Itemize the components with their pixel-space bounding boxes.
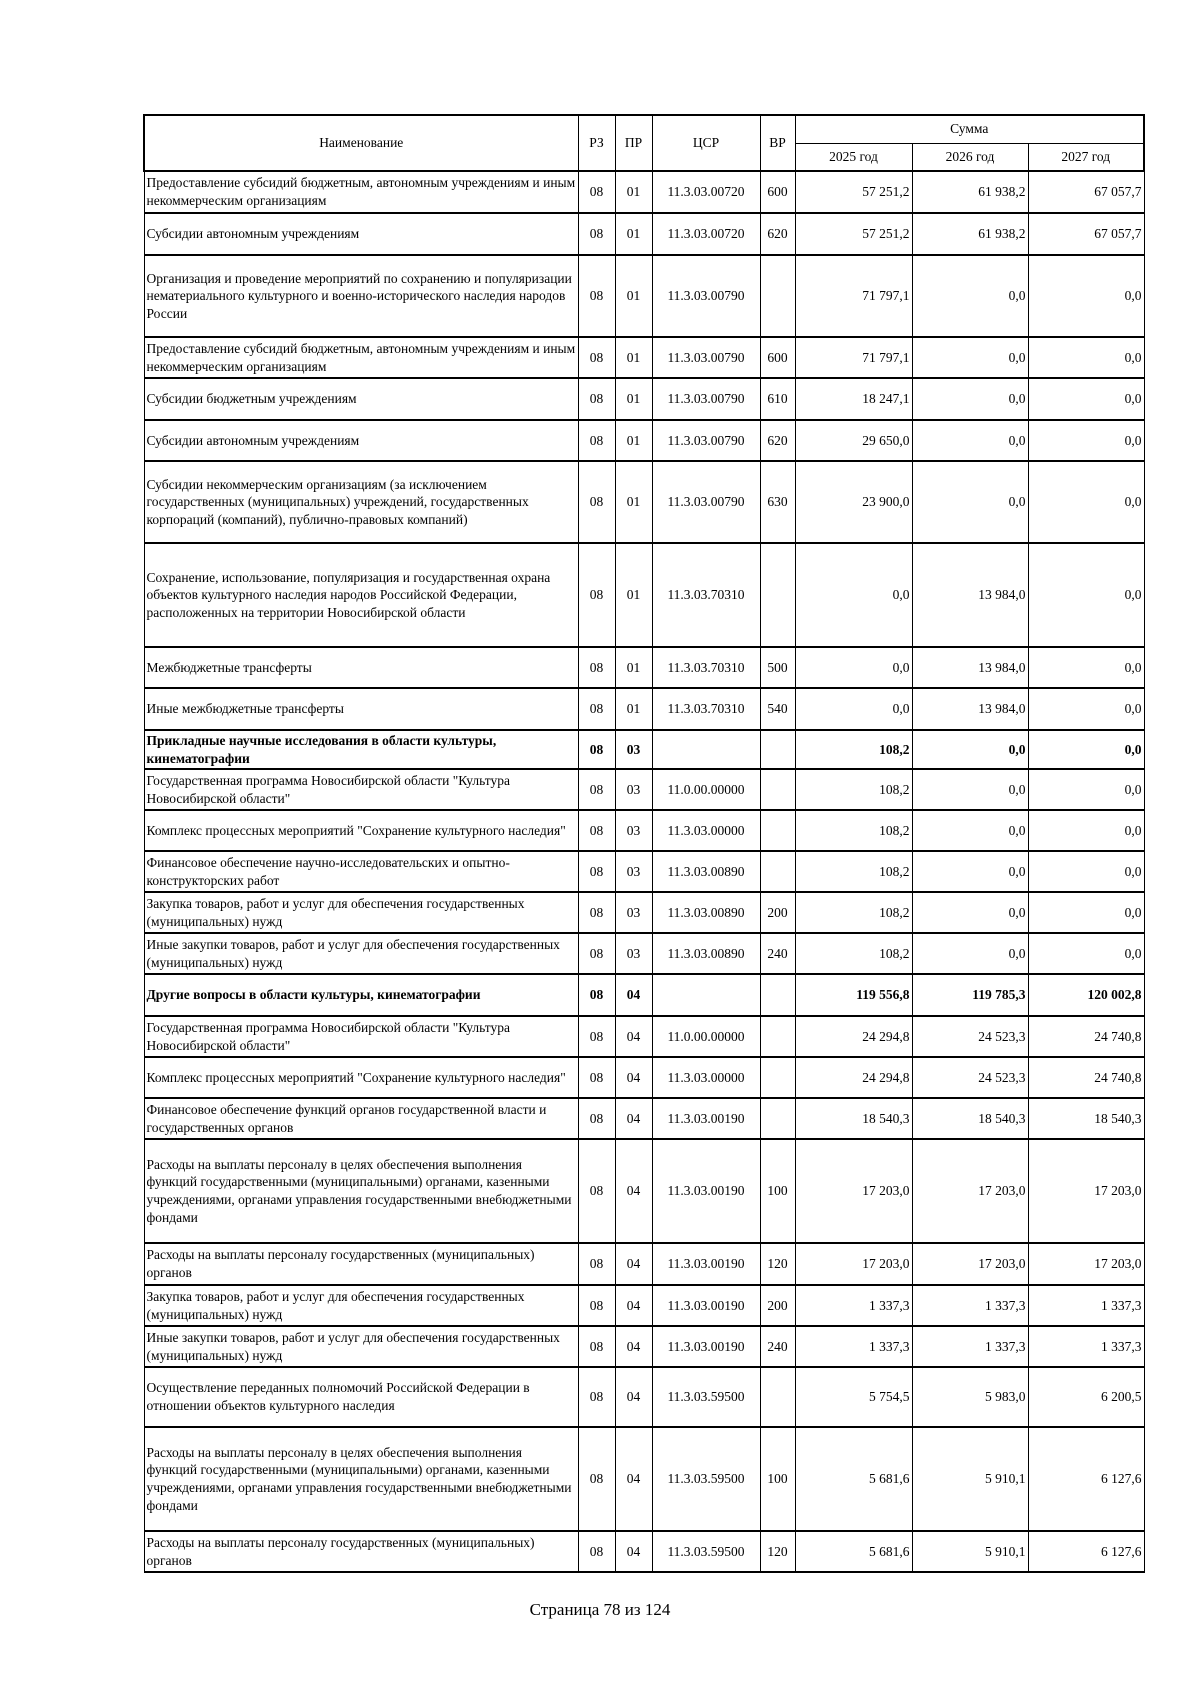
row-csr: 11.3.03.70310 xyxy=(652,543,760,647)
row-pr: 01 xyxy=(615,461,652,543)
row-sum-2025: 17 203,0 xyxy=(795,1243,912,1285)
row-rz: 08 xyxy=(578,1367,615,1427)
row-rz: 08 xyxy=(578,1098,615,1139)
row-rz: 08 xyxy=(578,1243,615,1285)
row-csr: 11.3.03.00890 xyxy=(652,851,760,892)
row-sum-2025: 0,0 xyxy=(795,688,912,730)
row-rz: 08 xyxy=(578,892,615,933)
row-name: Иные закупки товаров, работ и услуг для обеспечения государственных (муниципальных) нужд xyxy=(144,933,578,974)
column-header-rz: РЗ xyxy=(578,115,615,171)
row-rz: 08 xyxy=(578,420,615,461)
row-vr: 620 xyxy=(760,420,795,461)
table-row xyxy=(144,769,1144,810)
row-sum-2026: 61 938,2 xyxy=(912,171,1028,213)
row-rz: 08 xyxy=(578,647,615,688)
row-sum-2026: 119 785,3 xyxy=(912,974,1028,1016)
table-row xyxy=(144,543,1144,647)
table-row xyxy=(144,1531,1144,1572)
row-vr: 100 xyxy=(760,1427,795,1531)
row-csr: 11.3.03.00790 xyxy=(652,420,760,461)
row-sum-2026: 0,0 xyxy=(912,255,1028,337)
row-sum-2027: 17 203,0 xyxy=(1028,1139,1144,1243)
row-rz: 08 xyxy=(578,851,615,892)
table-row xyxy=(144,420,1144,461)
row-sum-2026: 0,0 xyxy=(912,892,1028,933)
table-row xyxy=(144,1016,1144,1057)
row-sum-2027: 0,0 xyxy=(1028,420,1144,461)
row-name: Субсидии некоммерческим организациям (за исключением государственных (муниципальных) учреждений, государственных корпораций (компаний), публично-правовых компаний) xyxy=(144,461,578,543)
table-row xyxy=(144,688,1144,730)
row-sum-2025: 71 797,1 xyxy=(795,255,912,337)
row-csr: 11.3.03.00190 xyxy=(652,1139,760,1243)
row-name: Прикладные научные исследования в области культуры, кинематографии xyxy=(144,730,578,769)
row-sum-2026: 61 938,2 xyxy=(912,213,1028,255)
row-sum-2026: 0,0 xyxy=(912,420,1028,461)
table-body xyxy=(144,171,1144,1572)
row-pr: 04 xyxy=(615,1243,652,1285)
row-pr: 04 xyxy=(615,1367,652,1427)
row-sum-2025: 108,2 xyxy=(795,851,912,892)
row-csr: 11.3.03.70310 xyxy=(652,688,760,730)
column-header-2027: 2027 год xyxy=(1028,143,1144,171)
row-sum-2027: 120 002,8 xyxy=(1028,974,1144,1016)
row-pr: 01 xyxy=(615,420,652,461)
row-vr: 200 xyxy=(760,1285,795,1326)
row-sum-2025: 18 247,1 xyxy=(795,378,912,420)
row-csr: 11.3.03.00190 xyxy=(652,1326,760,1367)
row-name: Иные закупки товаров, работ и услуг для обеспечения государственных (муниципальных) нужд xyxy=(144,1326,578,1367)
row-csr: 11.3.03.00890 xyxy=(652,933,760,974)
row-vr xyxy=(760,769,795,810)
row-sum-2027: 0,0 xyxy=(1028,730,1144,769)
row-vr xyxy=(760,1367,795,1427)
row-name: Закупка товаров, работ и услуг для обеспечения государственных (муниципальных) нужд xyxy=(144,1285,578,1326)
row-rz: 08 xyxy=(578,213,615,255)
row-sum-2025: 18 540,3 xyxy=(795,1098,912,1139)
table-row xyxy=(144,1057,1144,1098)
row-sum-2026: 0,0 xyxy=(912,378,1028,420)
row-sum-2027: 67 057,7 xyxy=(1028,213,1144,255)
row-sum-2027: 0,0 xyxy=(1028,337,1144,378)
row-pr: 03 xyxy=(615,933,652,974)
row-sum-2027: 0,0 xyxy=(1028,461,1144,543)
row-rz: 08 xyxy=(578,255,615,337)
row-vr: 200 xyxy=(760,892,795,933)
row-vr: 620 xyxy=(760,213,795,255)
row-vr: 610 xyxy=(760,378,795,420)
row-rz: 08 xyxy=(578,543,615,647)
row-csr: 11.3.03.00190 xyxy=(652,1098,760,1139)
row-name: Финансовое обеспечение функций органов государственной власти и государственных органов xyxy=(144,1098,578,1139)
row-vr: 100 xyxy=(760,1139,795,1243)
row-csr: 11.3.03.59500 xyxy=(652,1367,760,1427)
table-row xyxy=(144,213,1144,255)
row-rz: 08 xyxy=(578,1427,615,1531)
row-sum-2026: 0,0 xyxy=(912,730,1028,769)
row-sum-2027: 67 057,7 xyxy=(1028,171,1144,213)
row-sum-2025: 24 294,8 xyxy=(795,1016,912,1057)
row-pr: 04 xyxy=(615,974,652,1016)
row-name: Организация и проведение мероприятий по сохранению и популяризации нематериального культурного и военно-исторического наследия народов России xyxy=(144,255,578,337)
row-csr: 11.0.00.00000 xyxy=(652,1016,760,1057)
table-row xyxy=(144,1139,1144,1243)
row-name: Закупка товаров, работ и услуг для обеспечения государственных (муниципальных) нужд xyxy=(144,892,578,933)
row-rz: 08 xyxy=(578,933,615,974)
row-pr: 04 xyxy=(615,1427,652,1531)
row-vr xyxy=(760,974,795,1016)
row-csr: 11.3.03.00000 xyxy=(652,1057,760,1098)
row-name: Межбюджетные трансферты xyxy=(144,647,578,688)
table-row xyxy=(144,255,1144,337)
row-sum-2026: 0,0 xyxy=(912,851,1028,892)
row-pr: 01 xyxy=(615,337,652,378)
row-sum-2026: 0,0 xyxy=(912,337,1028,378)
row-name: Предоставление субсидий бюджетным, автономным учреждениям и иным некоммерческим организациям xyxy=(144,171,578,213)
row-sum-2025: 24 294,8 xyxy=(795,1057,912,1098)
row-sum-2026: 18 540,3 xyxy=(912,1098,1028,1139)
row-sum-2025: 17 203,0 xyxy=(795,1139,912,1243)
row-pr: 03 xyxy=(615,769,652,810)
row-vr xyxy=(760,543,795,647)
row-csr: 11.3.03.00190 xyxy=(652,1243,760,1285)
table-row xyxy=(144,730,1144,769)
row-pr: 04 xyxy=(615,1016,652,1057)
row-pr: 04 xyxy=(615,1326,652,1367)
row-vr xyxy=(760,730,795,769)
page-number: Страница 78 из 124 xyxy=(529,1600,671,1619)
table-row xyxy=(144,337,1144,378)
row-rz: 08 xyxy=(578,1326,615,1367)
row-sum-2026: 0,0 xyxy=(912,461,1028,543)
row-vr: 630 xyxy=(760,461,795,543)
row-sum-2025: 108,2 xyxy=(795,730,912,769)
row-sum-2026: 5 910,1 xyxy=(912,1427,1028,1531)
table-row xyxy=(144,892,1144,933)
row-sum-2026: 5 910,1 xyxy=(912,1531,1028,1572)
row-name: Расходы на выплаты персоналу государственных (муниципальных) органов xyxy=(144,1243,578,1285)
row-name: Субсидии автономным учреждениям xyxy=(144,420,578,461)
row-sum-2027: 0,0 xyxy=(1028,647,1144,688)
row-csr: 11.3.03.00790 xyxy=(652,337,760,378)
table-header xyxy=(144,115,1144,171)
row-sum-2027: 1 337,3 xyxy=(1028,1285,1144,1326)
row-sum-2025: 29 650,0 xyxy=(795,420,912,461)
table-row xyxy=(144,933,1144,974)
table-row xyxy=(144,1427,1144,1531)
row-sum-2025: 5 681,6 xyxy=(795,1531,912,1572)
column-header-vr: ВР xyxy=(760,115,795,171)
row-name: Сохранение, использование, популяризация и государственная охрана объектов культурного наследия народов Российской Федерации, расположенных на территории Новосибирской области xyxy=(144,543,578,647)
row-csr: 11.3.03.00790 xyxy=(652,461,760,543)
row-rz: 08 xyxy=(578,378,615,420)
row-sum-2026: 1 337,3 xyxy=(912,1285,1028,1326)
table-row xyxy=(144,1326,1144,1367)
row-csr: 11.3.03.59500 xyxy=(652,1427,760,1531)
table-row xyxy=(144,1243,1144,1285)
row-csr xyxy=(652,730,760,769)
row-csr: 11.3.03.59500 xyxy=(652,1531,760,1572)
row-sum-2025: 57 251,2 xyxy=(795,171,912,213)
row-sum-2026: 5 983,0 xyxy=(912,1367,1028,1427)
table-row xyxy=(144,171,1144,213)
row-csr: 11.3.03.00720 xyxy=(652,213,760,255)
row-sum-2026: 17 203,0 xyxy=(912,1243,1028,1285)
row-sum-2026: 24 523,3 xyxy=(912,1016,1028,1057)
column-header-name: Наименование xyxy=(144,115,578,171)
row-sum-2027: 0,0 xyxy=(1028,933,1144,974)
row-name: Расходы на выплаты персоналу в целях обеспечения выполнения функций государственными (муниципальными) органами, казенными учреждениями, органами управления государственными внебюджетными фондами xyxy=(144,1427,578,1531)
row-sum-2027: 0,0 xyxy=(1028,851,1144,892)
row-csr: 11.3.03.00790 xyxy=(652,255,760,337)
table-row xyxy=(144,974,1144,1016)
row-vr xyxy=(760,1098,795,1139)
table-row xyxy=(144,461,1144,543)
table-row xyxy=(144,1098,1144,1139)
row-sum-2025: 0,0 xyxy=(795,543,912,647)
row-sum-2025: 23 900,0 xyxy=(795,461,912,543)
row-vr: 120 xyxy=(760,1243,795,1285)
table-row xyxy=(144,647,1144,688)
row-name: Осуществление переданных полномочий Российской Федерации в отношении объектов культурного наследия xyxy=(144,1367,578,1427)
row-vr xyxy=(760,255,795,337)
column-header-csr: ЦСР xyxy=(652,115,760,171)
row-sum-2025: 5 681,6 xyxy=(795,1427,912,1531)
row-sum-2026: 0,0 xyxy=(912,769,1028,810)
row-sum-2025: 5 754,5 xyxy=(795,1367,912,1427)
row-sum-2027: 6 200,5 xyxy=(1028,1367,1144,1427)
row-pr: 04 xyxy=(615,1057,652,1098)
row-sum-2026: 13 984,0 xyxy=(912,543,1028,647)
row-csr: 11.3.03.00890 xyxy=(652,892,760,933)
column-header-pr: ПР xyxy=(615,115,652,171)
row-sum-2025: 1 337,3 xyxy=(795,1326,912,1367)
row-sum-2025: 1 337,3 xyxy=(795,1285,912,1326)
table-row xyxy=(144,378,1144,420)
row-vr: 240 xyxy=(760,933,795,974)
row-sum-2027: 6 127,6 xyxy=(1028,1531,1144,1572)
row-vr xyxy=(760,810,795,851)
row-csr: 11.0.00.00000 xyxy=(652,769,760,810)
row-vr xyxy=(760,1057,795,1098)
row-vr xyxy=(760,851,795,892)
row-sum-2027: 0,0 xyxy=(1028,688,1144,730)
row-csr: 11.3.03.00190 xyxy=(652,1285,760,1326)
row-rz: 08 xyxy=(578,810,615,851)
row-vr: 600 xyxy=(760,171,795,213)
row-vr xyxy=(760,1016,795,1057)
row-sum-2025: 108,2 xyxy=(795,892,912,933)
row-rz: 08 xyxy=(578,1285,615,1326)
row-name: Субсидии бюджетным учреждениям xyxy=(144,378,578,420)
column-header-2026: 2026 год xyxy=(912,143,1028,171)
row-vr: 120 xyxy=(760,1531,795,1572)
row-sum-2027: 0,0 xyxy=(1028,810,1144,851)
row-rz: 08 xyxy=(578,337,615,378)
row-sum-2027: 24 740,8 xyxy=(1028,1016,1144,1057)
row-sum-2026: 0,0 xyxy=(912,933,1028,974)
table-row xyxy=(144,1285,1144,1326)
row-name: Расходы на выплаты персоналу в целях обеспечения выполнения функций государственными (муниципальными) органами, казенными учреждениями, органами управления государственными внебюджетными фондами xyxy=(144,1139,578,1243)
row-sum-2026: 17 203,0 xyxy=(912,1139,1028,1243)
row-pr: 04 xyxy=(615,1139,652,1243)
row-pr: 03 xyxy=(615,851,652,892)
row-sum-2026: 24 523,3 xyxy=(912,1057,1028,1098)
row-name: Комплекс процессных мероприятий "Сохранение культурного наследия" xyxy=(144,810,578,851)
row-pr: 01 xyxy=(615,213,652,255)
row-name: Расходы на выплаты персоналу государственных (муниципальных) органов xyxy=(144,1531,578,1572)
row-pr: 01 xyxy=(615,171,652,213)
row-sum-2025: 71 797,1 xyxy=(795,337,912,378)
row-vr: 240 xyxy=(760,1326,795,1367)
row-name: Субсидии автономным учреждениям xyxy=(144,213,578,255)
row-csr: 11.3.03.00720 xyxy=(652,171,760,213)
row-vr: 540 xyxy=(760,688,795,730)
row-pr: 01 xyxy=(615,255,652,337)
row-rz: 08 xyxy=(578,461,615,543)
row-pr: 01 xyxy=(615,647,652,688)
row-rz: 08 xyxy=(578,688,615,730)
row-sum-2027: 0,0 xyxy=(1028,378,1144,420)
row-sum-2027: 17 203,0 xyxy=(1028,1243,1144,1285)
row-name: Государственная программа Новосибирской области "Культура Новосибирской области" xyxy=(144,1016,578,1057)
budget-table xyxy=(143,114,1145,1573)
row-pr: 01 xyxy=(615,378,652,420)
row-vr: 600 xyxy=(760,337,795,378)
row-rz: 08 xyxy=(578,1531,615,1572)
row-sum-2027: 0,0 xyxy=(1028,769,1144,810)
row-sum-2027: 0,0 xyxy=(1028,255,1144,337)
row-sum-2027: 0,0 xyxy=(1028,543,1144,647)
row-pr: 01 xyxy=(615,543,652,647)
table-row xyxy=(144,1367,1144,1427)
row-pr: 01 xyxy=(615,688,652,730)
row-rz: 08 xyxy=(578,171,615,213)
column-header-2025: 2025 год xyxy=(795,143,912,171)
row-sum-2025: 108,2 xyxy=(795,769,912,810)
row-rz: 08 xyxy=(578,730,615,769)
row-sum-2027: 18 540,3 xyxy=(1028,1098,1144,1139)
row-name: Другие вопросы в области культуры, кинематографии xyxy=(144,974,578,1016)
row-rz: 08 xyxy=(578,1057,615,1098)
row-sum-2027: 6 127,6 xyxy=(1028,1427,1144,1531)
row-sum-2027: 1 337,3 xyxy=(1028,1326,1144,1367)
row-csr xyxy=(652,974,760,1016)
table-row xyxy=(144,810,1144,851)
column-header-sum: Сумма xyxy=(795,115,1144,143)
row-sum-2027: 24 740,8 xyxy=(1028,1057,1144,1098)
row-pr: 04 xyxy=(615,1531,652,1572)
row-csr: 11.3.03.00790 xyxy=(652,378,760,420)
row-sum-2025: 108,2 xyxy=(795,933,912,974)
table-row xyxy=(144,851,1144,892)
row-sum-2025: 0,0 xyxy=(795,647,912,688)
row-name: Комплекс процессных мероприятий "Сохранение культурного наследия" xyxy=(144,1057,578,1098)
row-name: Иные межбюджетные трансферты xyxy=(144,688,578,730)
row-rz: 08 xyxy=(578,974,615,1016)
row-csr: 11.3.03.70310 xyxy=(652,647,760,688)
row-csr: 11.3.03.00000 xyxy=(652,810,760,851)
row-pr: 04 xyxy=(615,1285,652,1326)
row-sum-2026: 1 337,3 xyxy=(912,1326,1028,1367)
row-sum-2025: 57 251,2 xyxy=(795,213,912,255)
row-pr: 03 xyxy=(615,730,652,769)
row-rz: 08 xyxy=(578,1016,615,1057)
row-sum-2025: 108,2 xyxy=(795,810,912,851)
row-name: Государственная программа Новосибирской области "Культура Новосибирской области" xyxy=(144,769,578,810)
row-sum-2026: 13 984,0 xyxy=(912,688,1028,730)
row-rz: 08 xyxy=(578,769,615,810)
row-sum-2027: 0,0 xyxy=(1028,892,1144,933)
row-pr: 04 xyxy=(615,1098,652,1139)
row-rz: 08 xyxy=(578,1139,615,1243)
row-sum-2026: 13 984,0 xyxy=(912,647,1028,688)
row-sum-2025: 119 556,8 xyxy=(795,974,912,1016)
row-vr: 500 xyxy=(760,647,795,688)
row-pr: 03 xyxy=(615,892,652,933)
row-name: Финансовое обеспечение научно-исследовательских и опытно-конструкторских работ xyxy=(144,851,578,892)
row-sum-2026: 0,0 xyxy=(912,810,1028,851)
row-pr: 03 xyxy=(615,810,652,851)
row-name: Предоставление субсидий бюджетным, автономным учреждениям и иным некоммерческим организациям xyxy=(144,337,578,378)
